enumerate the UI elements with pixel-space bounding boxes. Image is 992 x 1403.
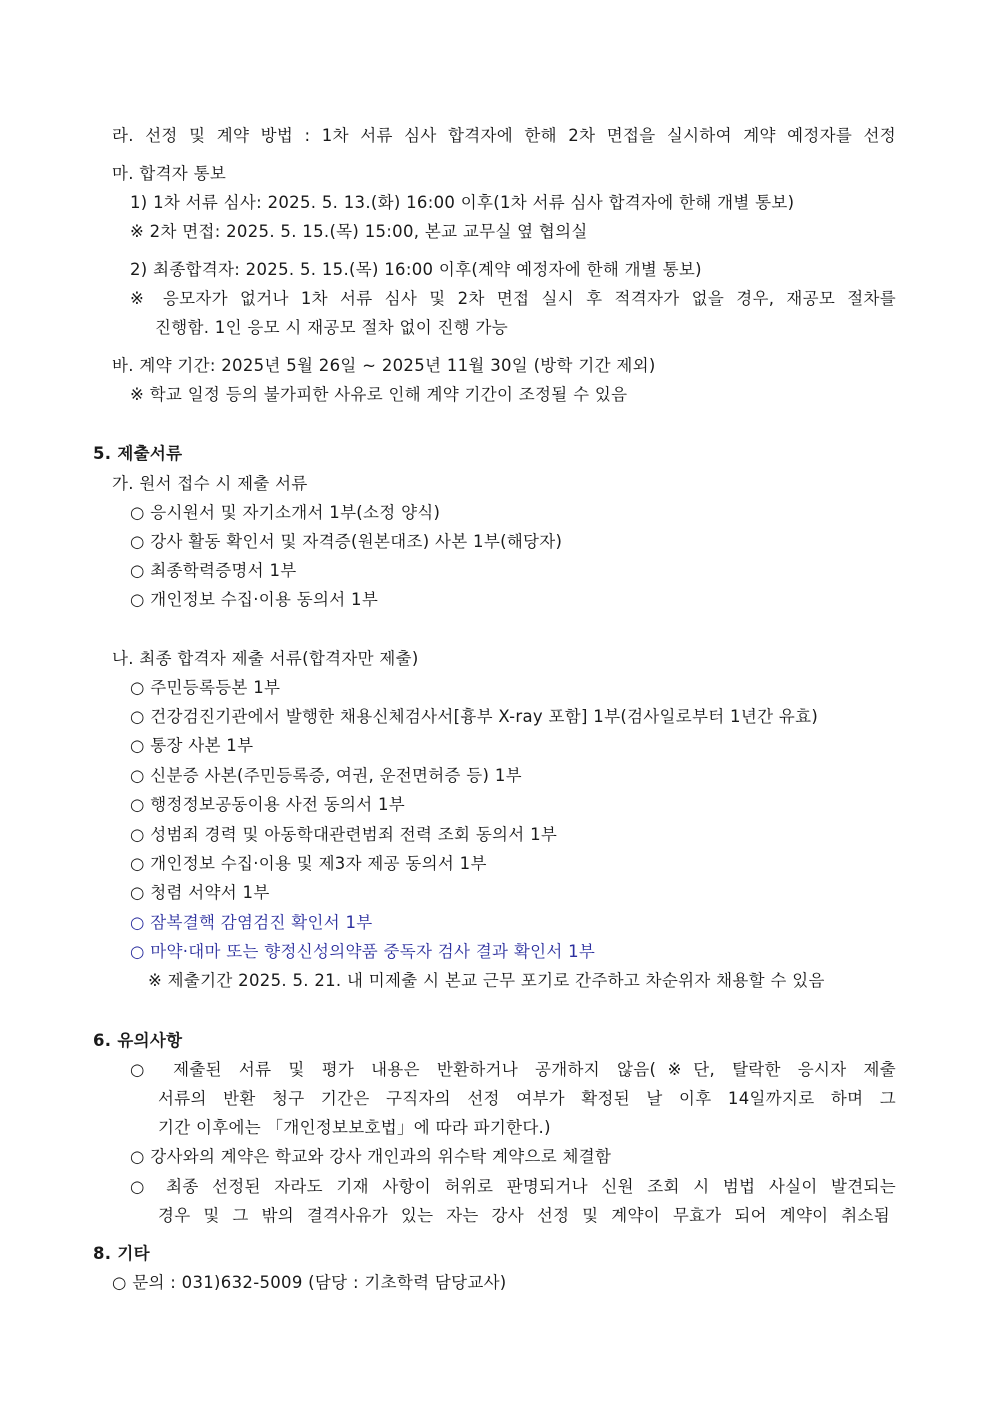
list-item: ○ 행정정보공동이용 사전 동의서 1부	[130, 795, 406, 814]
list-item-highlight: ○ 마약·대마 또는 향정신성의약품 중독자 검사 결과 확인서 1부	[130, 942, 596, 961]
final-docs-title: 나. 최종 합격자 제출 서류(합격자만 제출)	[112, 649, 419, 668]
notice-note-1: ※ 2차 면접: 2025. 5. 15.(목) 15:00, 본교 교무실 옆 협의실	[130, 222, 588, 241]
notice-item-2: 2) 최종합격자: 2025. 5. 15.(목) 16:00 이후(계약 예정자에 한해 개별 통보)	[130, 260, 702, 279]
section-8-heading: 8. 기타	[93, 1244, 150, 1263]
list-item: ○ 최종학력증명서 1부	[130, 561, 297, 580]
list-item: ○ 통장 사본 1부	[130, 736, 254, 755]
list-item: ○ 개인정보 수집·이용 동의서 1부	[130, 590, 379, 609]
section-5-heading: 5. 제출서류	[93, 444, 183, 463]
selection-method: 라. 선정 및 계약 방법 : 1차 서류 심사 합격자에 한해 2차 면접을 실시하여 계약 예정자를 선정	[112, 126, 896, 145]
notice-item-1: 1) 1차 서류 심사: 2025. 5. 13.(화) 16:00 이후(1차 서류 심사 합격자에 한해 개별 통보)	[130, 193, 795, 212]
list-item: ○ 건강검진기관에서 발행한 채용신체검사서[흉부 X-ray 포함] 1부(검사일로부터 1년간 유효)	[130, 707, 819, 726]
section-6-heading: 6. 유의사항	[93, 1031, 183, 1050]
list-item: ○ 주민등록등본 1부	[130, 678, 281, 697]
list-item: ○ 강사 활동 확인서 및 자격증(원본대조) 사본 1부(해당자)	[130, 532, 563, 551]
caution-3-line1: ○ 최종 선정된 자라도 기재 사항이 허위로 판명되거나 신원 조회 시 범법 사실이 발견되는	[130, 1177, 896, 1196]
list-item: ○ 응시원서 및 자기소개서 1부(소정 양식)	[130, 503, 441, 522]
caution-2: ○ 강사와의 계약은 학교와 강사 개인과의 위수탁 계약으로 체결함	[130, 1147, 612, 1166]
submission-note: ※ 제출기간 2025. 5. 21. 내 미제출 시 본교 근무 포기로 간주하고 차순위자 채용할 수 있음	[148, 971, 825, 990]
contact-info: ○ 문의 : 031)632-5009 (담당 : 기초학력 담당교사)	[112, 1273, 507, 1292]
caution-3-line2: 경우 및 그 밖의 결격사유가 있는 자는 강사 선정 및 계약이 무효가 되어 계약이 취소됨	[158, 1206, 890, 1225]
contract-period-note: ※ 학교 일정 등의 불가피한 사유로 인해 계약 기간이 조정될 수 있음	[130, 385, 628, 404]
caution-1-line2: 서류의 반환 청구 기간은 구직자의 선정 여부가 확정된 날 이후 14일까지로 하며 그	[158, 1089, 896, 1108]
notice-note-2-line2: 진행함. 1인 응모 시 재공모 절차 없이 진행 가능	[155, 318, 509, 337]
caution-1-line3: 기간 이후에는 「개인정보보호법」에 따라 파기한다.)	[158, 1118, 551, 1137]
list-item: ○ 청렴 서약서 1부	[130, 883, 270, 902]
list-item: ○ 성범죄 경력 및 아동학대관련범죄 전력 조회 동의서 1부	[130, 825, 558, 844]
list-item: ○ 개인정보 수집·이용 및 제3자 제공 동의서 1부	[130, 854, 487, 873]
caution-1-line1: ○ 제출된 서류 및 평가 내용은 반환하거나 공개하지 않음(※단, 탈락한 응시자 제출	[130, 1060, 896, 1079]
list-item-highlight: ○ 잠복결핵 감염검진 확인서 1부	[130, 913, 373, 932]
list-item: ○ 신분증 사본(주민등록증, 여권, 운전면허증 등) 1부	[130, 766, 522, 785]
notice-note-2-line1: ※ 응모자가 없거나 1차 서류 심사 및 2차 면접 실시 후 적격자가 없을 경우, 재공모 절차를	[130, 289, 896, 308]
application-docs-title: 가. 원서 접수 시 제출 서류	[112, 474, 308, 493]
notice-title: 마. 합격자 통보	[112, 164, 227, 183]
contract-period: 바. 계약 기간: 2025년 5월 26일 ~ 2025년 11월 30일 (방학 기간 제외)	[112, 356, 656, 375]
